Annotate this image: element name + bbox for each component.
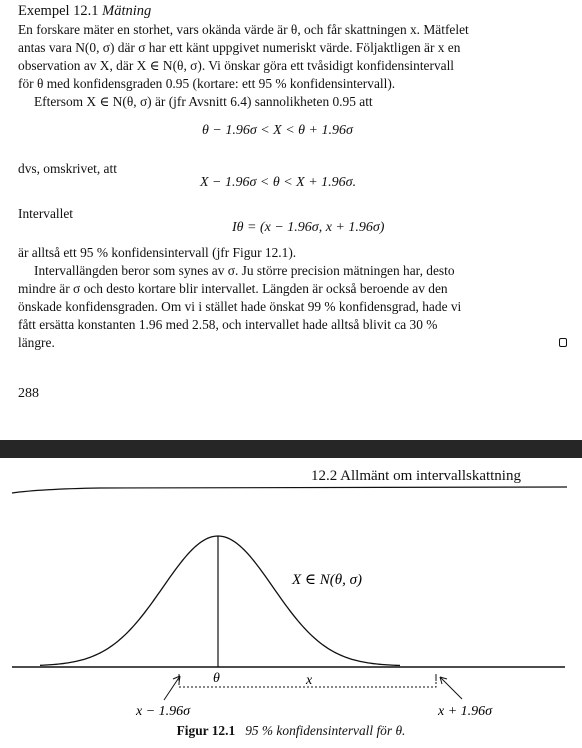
bottom-page xyxy=(0,458,582,748)
example-label: Exempel 12.1 xyxy=(18,3,99,19)
dvs-line: dvs, omskrivet, att xyxy=(18,161,117,176)
paragraph-line: Eftersom X ∈ N(θ, σ) är (jfr Avsnitt 6.4) sannolikheten 0.95 att xyxy=(34,94,373,109)
figure-caption xyxy=(0,723,582,739)
equation-inequality: θ − 1.96σ < X < θ + 1.96σ xyxy=(202,123,353,138)
intervallet-line: Intervallet xyxy=(18,206,74,221)
example-heading xyxy=(18,3,151,20)
paragraph-line: mindre är σ och desto kortare blir intervallet. Längden är också beroende av den xyxy=(18,281,448,296)
lower-bound-label: x − 1.96σ xyxy=(136,704,191,718)
paragraph-line: Intervallängden beror som synes av σ. Ju större precision mätningen har, desto xyxy=(34,263,455,278)
caption-label: Figur 12.1 xyxy=(176,723,236,738)
paragraph-line: antas vara N(0, σ) där σ har ett känt uppgivet numeriskt värde. Följaktligen är x en xyxy=(18,40,461,55)
x-label: x xyxy=(306,673,313,688)
equation-interval: Iθ = (x − 1.96σ, x + 1.96σ) xyxy=(232,220,385,235)
caption-text: 95 % konfidensintervall för θ. xyxy=(245,723,406,738)
header-rule xyxy=(12,487,567,493)
theta-label: θ xyxy=(213,671,220,686)
end-of-example-mark xyxy=(559,338,567,347)
running-head: 12.2 Allmänt om intervallskattning xyxy=(311,468,521,484)
page-number: 288 xyxy=(18,386,39,401)
normal-curve xyxy=(40,536,400,665)
paragraph-line: önskade konfidensgraden. Om vi i stället hade önskat 99 % konfidensgrad, hade vi xyxy=(18,299,462,314)
paragraph-line: observation av X, där X ∈ N(θ, σ). Vi önskar göra ett tvåsidigt konfidensintervall xyxy=(18,58,455,73)
paragraph-line: längre. xyxy=(18,335,55,350)
figure-svg xyxy=(0,458,582,718)
conclusion-line: är alltså ett 95 % konfidensintervall (jfr Figur 12.1). xyxy=(18,245,297,260)
example-title: Mätning xyxy=(102,3,152,19)
upper-arrow xyxy=(440,677,462,699)
lower-arrow xyxy=(164,676,180,700)
paragraph-line: för θ med konfidensgraden 0.95 (kortare: ett 95 % konfidensintervall). xyxy=(18,76,396,91)
page-divider xyxy=(0,440,582,458)
equation-rewritten: X − 1.96σ < θ < X + 1.96σ. xyxy=(200,175,357,190)
upper-bound-label: x + 1.96σ xyxy=(438,704,493,718)
curve-label: X ∈ N(θ, σ) xyxy=(292,572,363,588)
paragraph-line: En forskare mäter en storhet, vars okända värde är θ, och får skattningen x. Mätfelet xyxy=(18,22,469,37)
paragraph-line: fått ersätta konstanten 1.96 med 2.58, och intervallet hade alltså blivit ca 30 % xyxy=(18,317,438,332)
